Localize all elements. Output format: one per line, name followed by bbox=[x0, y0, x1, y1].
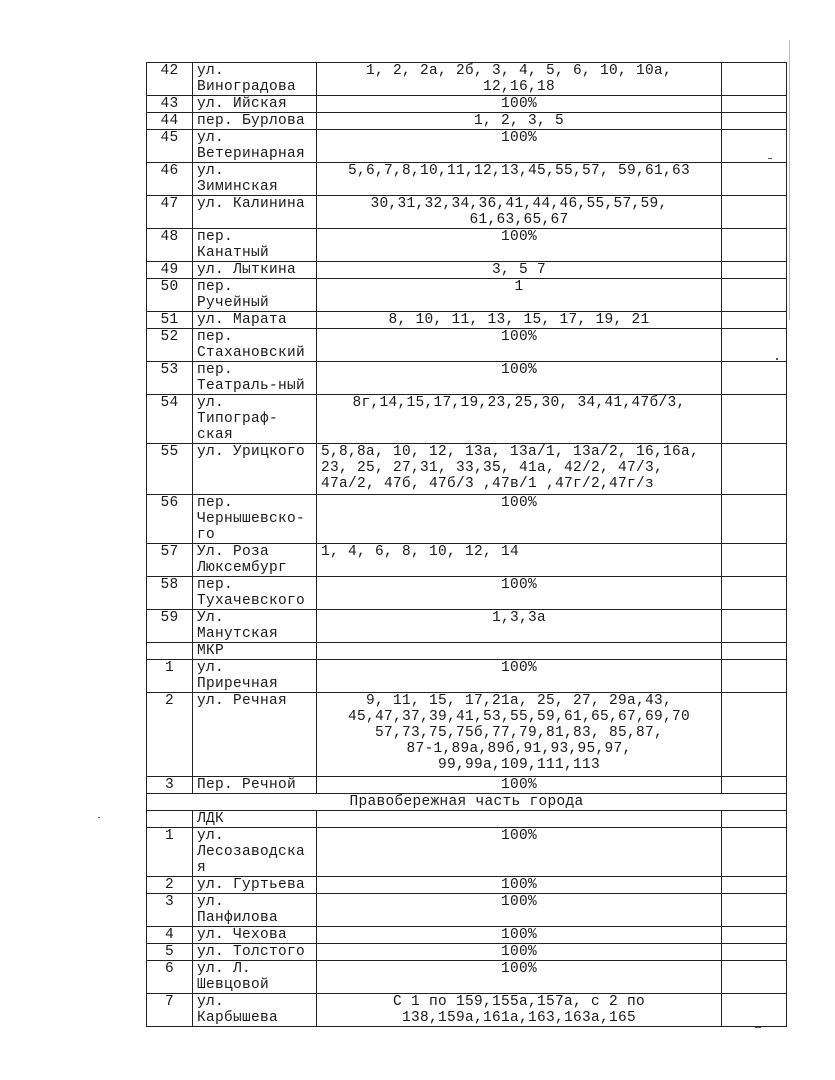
table-row bbox=[147, 894, 787, 927]
blank-cell bbox=[722, 395, 787, 444]
row-number: 45 bbox=[147, 130, 193, 163]
street-name: ул. Типограф- ская bbox=[193, 395, 317, 444]
table-row bbox=[147, 643, 787, 660]
house-numbers: 100% bbox=[317, 577, 722, 610]
blank-cell bbox=[722, 312, 787, 329]
house-numbers: 1,3,3а bbox=[317, 610, 722, 643]
house-numbers: 100% bbox=[317, 777, 722, 794]
table-row bbox=[147, 877, 787, 894]
row-number bbox=[147, 643, 193, 660]
table-row bbox=[147, 196, 787, 229]
street-name: ул. Ийская bbox=[193, 96, 317, 113]
street-name: пер. Театраль-ный bbox=[193, 362, 317, 395]
street-name: ул. Виноградова bbox=[193, 63, 317, 96]
row-number: 1 bbox=[147, 828, 193, 877]
row-number: 54 bbox=[147, 395, 193, 444]
table-row bbox=[147, 994, 787, 1027]
blank-cell bbox=[722, 961, 787, 994]
table-row bbox=[147, 794, 787, 811]
row-number: 50 bbox=[147, 279, 193, 312]
address-table bbox=[146, 62, 787, 1027]
blank-cell bbox=[722, 130, 787, 163]
blank-cell bbox=[722, 577, 787, 610]
row-number: 43 bbox=[147, 96, 193, 113]
row-number: 57 bbox=[147, 544, 193, 577]
table-row bbox=[147, 828, 787, 877]
blank-cell bbox=[722, 777, 787, 794]
street-name: ул. Л. Шевцовой bbox=[193, 961, 317, 994]
row-number: 53 bbox=[147, 362, 193, 395]
street-name: ул. Лыткина bbox=[193, 262, 317, 279]
house-numbers: 100% bbox=[317, 927, 722, 944]
street-name: Пер. Речной bbox=[193, 777, 317, 794]
row-number: 46 bbox=[147, 163, 193, 196]
row-number: 42 bbox=[147, 63, 193, 96]
table-row bbox=[147, 444, 787, 495]
blank-cell bbox=[722, 894, 787, 927]
table-row bbox=[147, 362, 787, 395]
street-name: пер. Бурлова bbox=[193, 113, 317, 130]
blank-cell bbox=[722, 944, 787, 961]
house-numbers: 1 bbox=[317, 279, 722, 312]
scan-mark bbox=[755, 1027, 761, 1028]
table-row bbox=[147, 395, 787, 444]
row-number: 58 bbox=[147, 577, 193, 610]
table-row bbox=[147, 961, 787, 994]
house-numbers: 100% bbox=[317, 894, 722, 927]
row-number: 51 bbox=[147, 312, 193, 329]
blank-cell bbox=[722, 96, 787, 113]
street-name: ул. Чехова bbox=[193, 927, 317, 944]
table-row bbox=[147, 693, 787, 777]
street-name: пер. Ручейный bbox=[193, 279, 317, 312]
table-row bbox=[147, 660, 787, 693]
row-number: 44 bbox=[147, 113, 193, 130]
row-number: 59 bbox=[147, 610, 193, 643]
row-number: 6 bbox=[147, 961, 193, 994]
scan-mark bbox=[776, 358, 778, 360]
row-number bbox=[147, 811, 193, 828]
table-row bbox=[147, 777, 787, 794]
row-number: 1 bbox=[147, 660, 193, 693]
blank-cell bbox=[722, 362, 787, 395]
house-numbers: 100% bbox=[317, 96, 722, 113]
scan-mark bbox=[768, 158, 772, 159]
blank-cell bbox=[722, 660, 787, 693]
table-row bbox=[147, 130, 787, 163]
table-row bbox=[147, 113, 787, 130]
row-number: 49 bbox=[147, 262, 193, 279]
street-name: пер. Стахановский bbox=[193, 329, 317, 362]
table-row bbox=[147, 312, 787, 329]
blank-cell bbox=[722, 811, 787, 828]
row-number: 7 bbox=[147, 994, 193, 1027]
table-row bbox=[147, 927, 787, 944]
street-name: пер. Чернышевско- го bbox=[193, 495, 317, 544]
house-numbers: С 1 по 159,155а,157а, с 2 по 138,159а,161а,163,163а,165 bbox=[317, 994, 722, 1027]
row-number: 55 bbox=[147, 444, 193, 495]
house-numbers: 100% bbox=[317, 362, 722, 395]
row-number: 4 bbox=[147, 927, 193, 944]
house-numbers: 8г,14,15,17,19,23,25,30, 34,41,47б/3, bbox=[317, 395, 722, 444]
blank-cell bbox=[722, 444, 787, 495]
blank-cell bbox=[722, 279, 787, 312]
street-name: ул. Калинина bbox=[193, 196, 317, 229]
blank-cell bbox=[722, 113, 787, 130]
house-numbers: 1, 4, 6, 8, 10, 12, 14 bbox=[317, 544, 722, 577]
house-numbers: 5,8,8а, 10, 12, 13а, 13а/1, 13а/2, 16,16а, 23, 25, 27,31, 33,35, 41а, 42/2, 47/3, 47а/2, 47б, 47б/3 ,47в/1 ,47г/2,47г/з bbox=[317, 444, 722, 495]
table-row bbox=[147, 279, 787, 312]
street-name: ЛДК bbox=[193, 811, 317, 828]
house-numbers bbox=[317, 811, 722, 828]
table-row bbox=[147, 329, 787, 362]
street-name: ул. Толстого bbox=[193, 944, 317, 961]
blank-cell bbox=[722, 994, 787, 1027]
street-name: пер. Канатный bbox=[193, 229, 317, 262]
row-number: 2 bbox=[147, 693, 193, 777]
table-row bbox=[147, 63, 787, 96]
street-name: ул. Ветеринарная bbox=[193, 130, 317, 163]
house-numbers: 3, 5 7 bbox=[317, 262, 722, 279]
table-row bbox=[147, 495, 787, 544]
table-row bbox=[147, 944, 787, 961]
street-name: ул. Марата bbox=[193, 312, 317, 329]
street-name: ул. Зиминская bbox=[193, 163, 317, 196]
row-number: 3 bbox=[147, 894, 193, 927]
table-row bbox=[147, 811, 787, 828]
table-row bbox=[147, 610, 787, 643]
blank-cell bbox=[722, 63, 787, 96]
blank-cell bbox=[722, 229, 787, 262]
street-name: ул. Панфилова bbox=[193, 894, 317, 927]
row-number: 3 bbox=[147, 777, 193, 794]
row-number: 5 bbox=[147, 944, 193, 961]
table-row bbox=[147, 96, 787, 113]
street-name: ул. Приречная bbox=[193, 660, 317, 693]
street-name: пер. Тухачевского bbox=[193, 577, 317, 610]
row-number: 56 bbox=[147, 495, 193, 544]
street-name: ул. Лесозаводска я bbox=[193, 828, 317, 877]
street-name: ул. Гуртьева bbox=[193, 877, 317, 894]
house-numbers bbox=[317, 643, 722, 660]
scan-mark bbox=[789, 40, 790, 320]
row-number: 48 bbox=[147, 229, 193, 262]
table-row bbox=[147, 229, 787, 262]
blank-cell bbox=[722, 610, 787, 643]
section-heading: Правобережная часть города bbox=[147, 794, 787, 811]
row-number: 2 bbox=[147, 877, 193, 894]
blank-cell bbox=[722, 927, 787, 944]
blank-cell bbox=[722, 196, 787, 229]
house-numbers: 100% bbox=[317, 229, 722, 262]
blank-cell bbox=[722, 544, 787, 577]
table-row bbox=[147, 262, 787, 279]
scan-mark bbox=[98, 817, 100, 818]
house-numbers: 8, 10, 11, 13, 15, 17, 19, 21 bbox=[317, 312, 722, 329]
table-row bbox=[147, 577, 787, 610]
street-name: ул. Речная bbox=[193, 693, 317, 777]
house-numbers: 100% bbox=[317, 877, 722, 894]
house-numbers: 1, 2, 2а, 2б, 3, 4, 5, 6, 10, 10а, 12,16,18 bbox=[317, 63, 722, 96]
row-number: 47 bbox=[147, 196, 193, 229]
house-numbers: 9, 11, 15, 17,21а, 25, 27, 29а,43, 45,47,37,39,41,53,55,59,61,65,67,69,70 57,73,75,75б,77,79,81,83, 85,87, 87-1,89а,89б,91,93,95,97, 99,99а,109,111,113 bbox=[317, 693, 722, 777]
row-number: 52 bbox=[147, 329, 193, 362]
house-numbers: 1, 2, 3, 5 bbox=[317, 113, 722, 130]
house-numbers: 100% bbox=[317, 495, 722, 544]
street-name: ул. Карбышева bbox=[193, 994, 317, 1027]
street-name: Ул. Манутская bbox=[193, 610, 317, 643]
house-numbers: 100% bbox=[317, 944, 722, 961]
house-numbers: 30,31,32,34,36,41,44,46,55,57,59, 61,63,65,67 bbox=[317, 196, 722, 229]
house-numbers: 5,6,7,8,10,11,12,13,45,55,57, 59,61,63 bbox=[317, 163, 722, 196]
house-numbers: 100% bbox=[317, 828, 722, 877]
house-numbers: 100% bbox=[317, 130, 722, 163]
house-numbers: 100% bbox=[317, 329, 722, 362]
blank-cell bbox=[722, 877, 787, 894]
blank-cell bbox=[722, 828, 787, 877]
blank-cell bbox=[722, 643, 787, 660]
street-name: ул. Урицкого bbox=[193, 444, 317, 495]
blank-cell bbox=[722, 495, 787, 544]
house-numbers: 100% bbox=[317, 660, 722, 693]
house-numbers: 100% bbox=[317, 961, 722, 994]
street-name: МКР bbox=[193, 643, 317, 660]
street-name: Ул. Роза Люксембург bbox=[193, 544, 317, 577]
blank-cell bbox=[722, 693, 787, 777]
table-row bbox=[147, 163, 787, 196]
blank-cell bbox=[722, 262, 787, 279]
blank-cell bbox=[722, 329, 787, 362]
table-row bbox=[147, 544, 787, 577]
blank-cell bbox=[722, 163, 787, 196]
